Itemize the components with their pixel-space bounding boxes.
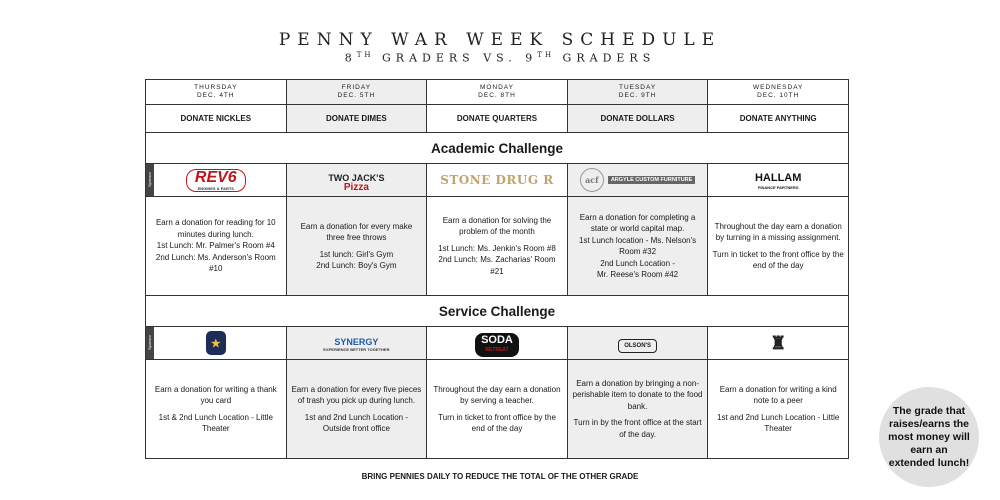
footer-note: BRING PENNIES DAILY TO REDUCE THE TOTAL OF THE OTHER GRADE <box>361 472 639 481</box>
academic-description-row <box>146 197 849 296</box>
donation-theme: DONATE ANYTHING <box>708 105 849 133</box>
schedule-table <box>145 79 849 459</box>
service-description-row <box>146 360 849 459</box>
academic-challenge-heading: Academic Challenge <box>146 133 849 164</box>
challenge-description: Earn a donation for every make three free throws 1st lunch: Girl's Gym 2nd Lunch: Boy's Gym <box>286 197 427 296</box>
donation-theme: DONATE NICKLES <box>146 105 287 133</box>
sponsor-label: Sponsor <box>146 327 154 359</box>
day-header: THURSDAY DEC. 4TH <box>146 80 287 105</box>
stone-drug-logo: STONE DRUG R <box>440 173 554 187</box>
service-sponsor-row <box>146 327 849 360</box>
challenge-description: Earn a donation for reading for 10 minutes during lunch. 1st Lunch: Mr. Palmer's Room #4 2nd Lunch: Ms. Anderson's Room #10 <box>146 197 287 296</box>
sponsor-label: Sponsor <box>146 164 154 196</box>
synergy-logo: SYNERGY EXPERIENCE BETTER TOGETHER <box>323 337 390 352</box>
day-header: FRIDAY DEC. 5TH <box>286 80 427 105</box>
page-subtitle: 8TH GRADERS VS. 9TH GRADERS <box>344 51 656 65</box>
day-row <box>146 80 849 105</box>
challenge-description: Throughout the day earn a donation by turning in a missing assignment. Turn in ticket to the front office by the end of the day <box>708 197 849 296</box>
two-jacks-pizza-logo: TWO JACK'S Pizza <box>328 172 385 193</box>
torch-logo: ♜ <box>770 332 787 353</box>
challenge-description: Earn a donation for every five pieces of trash you pick up during lunch. 1st and 2nd Lunch Location - Outside front office <box>286 360 427 459</box>
day-header: TUESDAY DEC. 9TH <box>567 80 708 105</box>
donation-theme: DONATE DOLLARS <box>567 105 708 133</box>
olsons-logo: OLSON'S <box>618 339 657 353</box>
challenge-description: Earn a donation for writing a thank you card 1st & 2nd Lunch Location - Little Theater <box>146 360 287 459</box>
prize-badge: The grade that raises/earns the most money will earn an extended lunch! <box>879 387 979 487</box>
page-title: PENNY WAR WEEK SCHEDULE <box>278 30 722 50</box>
challenge-description: Earn a donation by bringing a non-perishable item to donate to the food bank. Turn in by the front office at the start of the day. <box>567 360 708 459</box>
day-header: WEDNESDAY DEC. 10TH <box>708 80 849 105</box>
donation-theme: DONATE QUARTERS <box>427 105 568 133</box>
day-header: MONDAY DEC. 8TH <box>427 80 568 105</box>
challenge-description: Earn a donation for writing a kind note to a peer 1st and 2nd Lunch Location - Little Theater <box>708 360 849 459</box>
theme-row <box>146 105 849 133</box>
donation-theme: DONATE DIMES <box>286 105 427 133</box>
hallam-finance-logo: HALLAM FINANCE PARTNERS <box>754 171 802 190</box>
challenge-description: Throughout the day earn a donation by serving a teacher. Turn in ticket to front office by the end of the day <box>427 360 568 459</box>
service-challenge-heading: Service Challenge <box>146 296 849 327</box>
police-badge-logo: ★ <box>206 331 226 355</box>
academic-sponsor-row <box>146 164 849 197</box>
challenge-description: Earn a donation for solving the problem of the month 1st Lunch: Ms. Jenkin's Room #8 2nd Lunch: Ms. Zacharias' Room #21 <box>427 197 568 296</box>
rev6-logo: REV6 ENGINES & PARTS <box>186 169 246 192</box>
argyle-custom-furniture-logo: acf ARGYLE CUSTOM FURNITURE <box>580 168 695 192</box>
soda-retreat-logo: SODA RETREAT <box>475 333 519 357</box>
challenge-description: Earn a donation for completing a state or world capital map. 1st Lunch location - Ms. Nelson's Room #32 2nd Lunch Location - Mr. Reese's Room #42 <box>567 197 708 296</box>
